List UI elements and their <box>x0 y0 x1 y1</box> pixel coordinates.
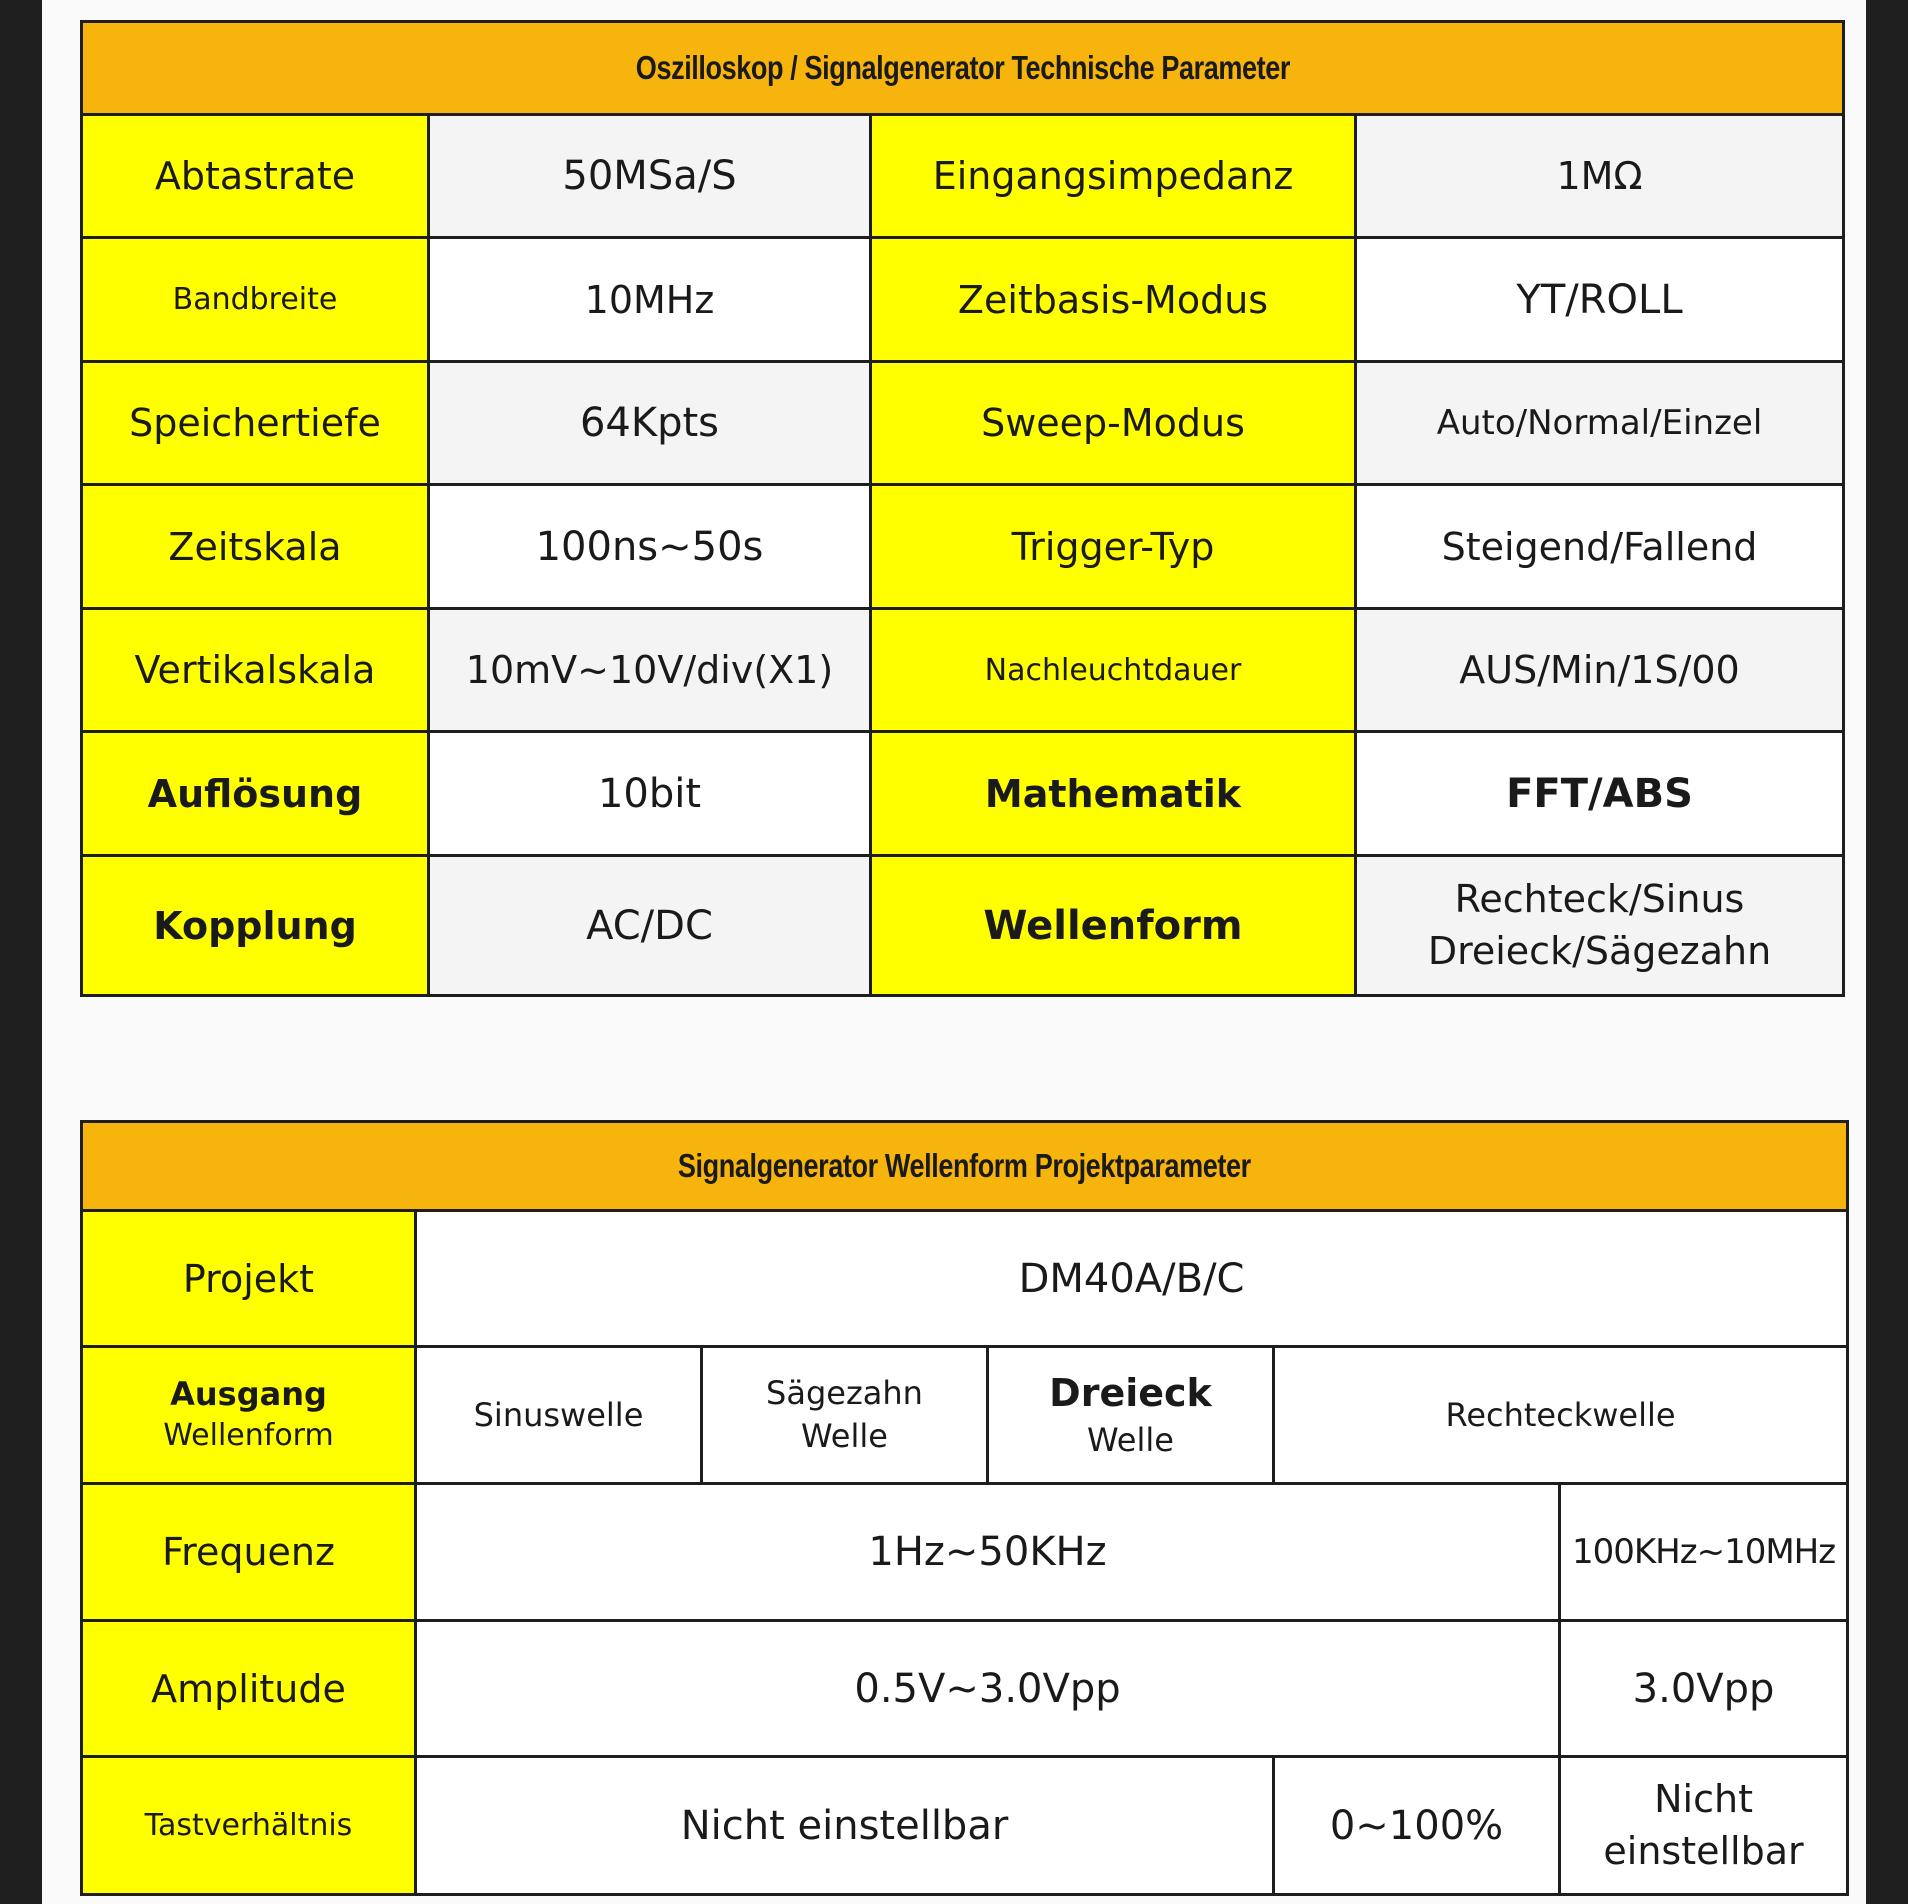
param-value: 50MSa/S <box>429 115 871 238</box>
table-row <box>82 1211 1848 1347</box>
amplitude-square-value: 3.0Vpp <box>1560 1621 1848 1757</box>
param-label: Zeitskala <box>82 485 429 609</box>
param-label: Eingangsimpedanz <box>871 115 1356 238</box>
param-label: Frequenz <box>82 1484 416 1621</box>
table-row <box>82 1757 1848 1895</box>
table-row <box>82 115 1844 238</box>
table-row <box>82 1484 1848 1621</box>
param-label: Projekt <box>82 1211 416 1347</box>
param-label: Abtastrate <box>82 115 429 238</box>
param-label: Tastverhältnis <box>82 1757 416 1895</box>
param-label: Vertikalskala <box>82 609 429 732</box>
table-row <box>82 609 1844 732</box>
frequency-square-value: 100KHz~10MHz <box>1560 1484 1848 1621</box>
param-value <box>1356 856 1844 996</box>
param-label: Mathematik <box>871 732 1356 856</box>
param-value: AC/DC <box>429 856 871 996</box>
table-row <box>82 732 1844 856</box>
table-row <box>82 1621 1848 1757</box>
param-value: Auto/Normal/Einzel <box>1356 362 1844 485</box>
frequency-value: 1Hz~50KHz <box>416 1484 1560 1621</box>
param-value: 10mV~10V/div(X1) <box>429 609 871 732</box>
table-row <box>82 362 1844 485</box>
duty-square-value: 0~100% <box>1274 1757 1560 1895</box>
table-title: Signalgenerator Wellenform Projektparameter <box>82 1122 1848 1211</box>
param-label: Amplitude <box>82 1621 416 1757</box>
param-value: 10bit <box>429 732 871 856</box>
duty-last-value: Nicht einstellbar <box>1560 1757 1848 1895</box>
param-label: Sweep-Modus <box>871 362 1356 485</box>
waveform-square: Rechteckwelle <box>1274 1347 1848 1484</box>
param-label: Speichertiefe <box>82 362 429 485</box>
param-value: 1MΩ <box>1356 115 1844 238</box>
param-label: Wellenform <box>871 856 1356 996</box>
param-value: YT/ROLL <box>1356 238 1844 362</box>
param-label: Zeitbasis-Modus <box>871 238 1356 362</box>
page <box>42 0 1866 1904</box>
param-value: 64Kpts <box>429 362 871 485</box>
param-label: Nachleuchtdauer <box>871 609 1356 732</box>
waveform-triangle: Dreieck Welle <box>988 1347 1274 1484</box>
value-line-2: Dreieck/Sägezahn <box>1427 928 1772 973</box>
param-value: FFT/ABS <box>1356 732 1844 856</box>
table-row <box>82 1347 1848 1484</box>
table-row <box>82 485 1844 609</box>
table-row <box>82 856 1844 996</box>
param-label: Bandbreite <box>82 238 429 362</box>
param-label: Kopplung <box>82 856 429 996</box>
duty-value: Nicht einstellbar <box>416 1757 1274 1895</box>
oscilloscope-spec-table <box>80 20 1845 997</box>
waveform-sine: Sinuswelle <box>416 1347 702 1484</box>
project-value: DM40A/B/C <box>416 1211 1848 1347</box>
table-row <box>82 238 1844 362</box>
param-label: Auflösung <box>82 732 429 856</box>
param-value: Steigend/Fallend <box>1356 485 1844 609</box>
amplitude-value: 0.5V~3.0Vpp <box>416 1621 1560 1757</box>
value-line-1: Rechteck/Sinus <box>1454 877 1745 922</box>
param-value: 10MHz <box>429 238 871 362</box>
label-line-2: Wellenform <box>163 1418 334 1454</box>
param-value: 100ns~50s <box>429 485 871 609</box>
label-line-1: Ausgang <box>170 1375 327 1414</box>
waveform-sawtooth: Sägezahn Welle <box>702 1347 988 1484</box>
signal-generator-table <box>80 1120 1849 1896</box>
param-label: Trigger-Typ <box>871 485 1356 609</box>
param-label <box>82 1347 416 1484</box>
param-value: AUS/Min/1S/00 <box>1356 609 1844 732</box>
table-title: Oszilloskop / Signalgenerator Technische Parameter <box>82 22 1844 115</box>
